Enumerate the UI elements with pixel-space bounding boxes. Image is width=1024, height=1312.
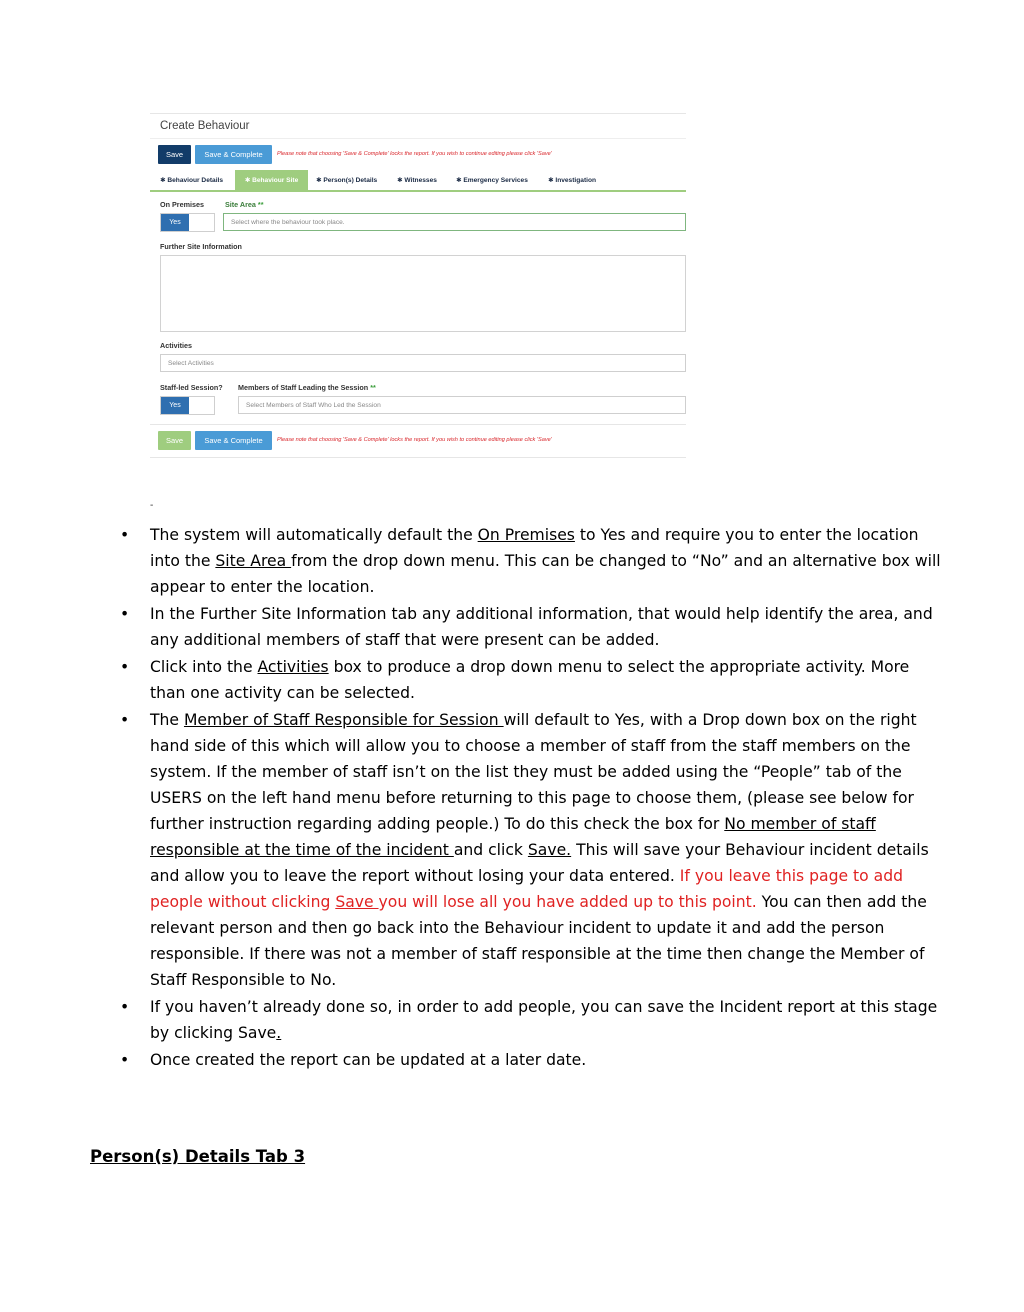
- list-item: • Once created the report can be updated at a later date.: [116, 1047, 946, 1073]
- bullet-icon: •: [120, 1051, 130, 1069]
- section-heading: Person(s) Details Tab 3: [90, 1147, 306, 1166]
- screenshot-title: Create Behaviour: [160, 120, 250, 132]
- list-item: • If you haven’t already done so, in order to add people, you can save the Incident report at this stage by clicking Save.: [116, 994, 946, 1046]
- save-complete-button[interactable]: Save & Complete: [195, 145, 272, 164]
- bullet-icon: •: [120, 526, 130, 544]
- activities-label: Activities: [160, 341, 192, 350]
- bullet-icon: •: [120, 605, 130, 623]
- lock-warning-note: Please note that choosing 'Save & Complete' locks the report. If you wish to continue editing please click 'Save': [277, 151, 552, 157]
- tab-behaviour-details[interactable]: ✱ Behaviour Details: [160, 177, 224, 184]
- tab-persons-details[interactable]: ✱ Person(s) Details: [316, 177, 378, 184]
- tab-behaviour-site[interactable]: ✱ Behaviour Site: [235, 170, 308, 190]
- staff-led-toggle[interactable]: [160, 396, 215, 415]
- members-select[interactable]: Select Members of Staff Who Led the Session: [238, 396, 686, 414]
- list-item: • Click into the Activities box to produce a drop down menu to select the appropriate activity. More than one activity can be selected.: [116, 654, 946, 706]
- toggle-yes: Yes: [161, 397, 189, 414]
- staff-led-label: Staff-led Session?: [160, 383, 223, 392]
- list-item: • In the Further Site Information tab any additional information, that would help identify the area, and any additional members of staff that were present can be added.: [116, 601, 946, 653]
- save-button[interactable]: Save: [158, 145, 191, 164]
- bullet-icon: •: [120, 711, 130, 729]
- create-behaviour-screenshot: [150, 113, 686, 458]
- stray-mark: -: [150, 500, 154, 511]
- instruction-list: [116, 522, 946, 1074]
- divider: [150, 424, 686, 425]
- list-item: • The Member of Staff Responsible for Session will default to Yes, with a Drop down box on the right hand side of this which will allow you to choose a member of staff from the staff members on the system. If the member of staff isn’t on the list they must be added using the “People” tab of the USERS on the left hand menu before returning to this page to choose them, (please see below for further instruction regarding adding people.) To do this check the box for No member of staff responsible at the time of the incident and click Save. This will save your Behaviour incident details and allow you to leave the report without losing your data entered. If you leave this page to add people without clicking Save you will lose all you have added up to this point. You can then add the relevant person and then go back into the Behaviour incident to update it and add the person responsible. If there was not a member of staff responsible at the time then change the Member of Staff Responsible to No.: [116, 707, 946, 993]
- further-site-label: Further Site Information: [160, 242, 242, 251]
- on-premises-label: On Premises: [160, 200, 204, 209]
- bullet-icon: •: [120, 658, 130, 676]
- divider: [150, 138, 686, 139]
- further-site-textarea[interactable]: [160, 255, 686, 332]
- list-item: • The system will automatically default the On Premises to Yes and require you to enter the location into the Site Area from the drop down menu. This can be changed to “No” and an alternative box will appear to enter the location.: [116, 522, 946, 600]
- toggle-yes: Yes: [161, 214, 189, 231]
- site-area-label: Site Area **: [225, 200, 264, 209]
- tab-emergency-services[interactable]: ✱ Emergency Services: [456, 177, 528, 184]
- site-area-select[interactable]: Select where the behaviour took place.: [223, 213, 686, 231]
- on-premises-toggle[interactable]: [160, 213, 215, 232]
- activities-select[interactable]: Select Activities: [160, 354, 686, 372]
- tab-witnesses[interactable]: ✱ Witnesses: [397, 177, 437, 184]
- bullet-icon: •: [120, 998, 130, 1016]
- save-button-bottom[interactable]: Save: [158, 431, 191, 450]
- save-complete-button-bottom[interactable]: Save & Complete: [195, 431, 272, 450]
- lock-warning-note-bottom: Please note that choosing 'Save & Complete' locks the report. If you wish to continue editing please click 'Save': [277, 437, 552, 443]
- tab-investigation[interactable]: ✱ Investigation: [548, 177, 597, 184]
- tab-bar: [150, 170, 686, 192]
- members-label: Members of Staff Leading the Session **: [238, 383, 376, 392]
